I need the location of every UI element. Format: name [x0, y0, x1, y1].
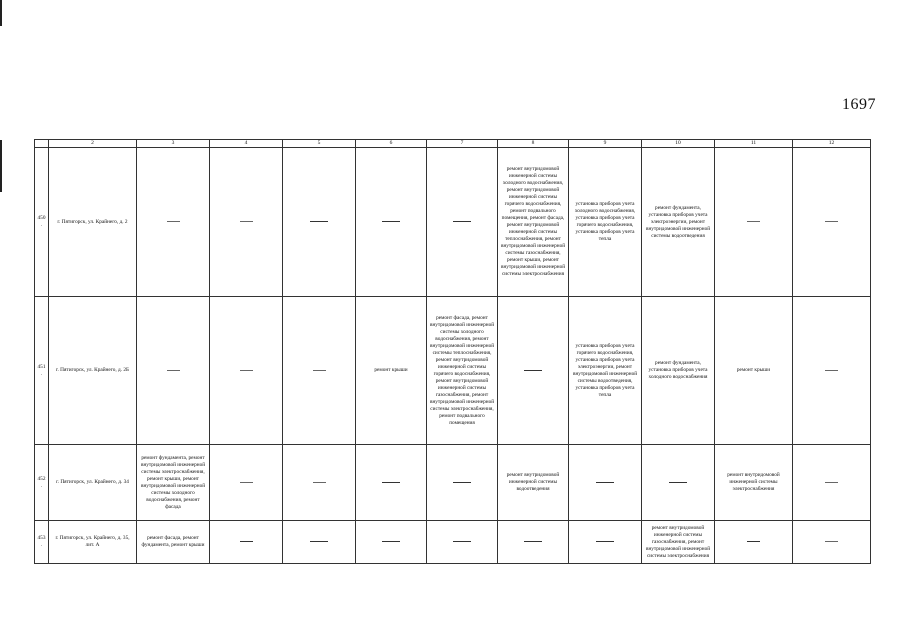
empty-dash-cell — [210, 445, 283, 521]
empty-dash-cell — [356, 521, 427, 564]
empty-dash-cell — [283, 521, 356, 564]
column-number: 11 — [715, 140, 793, 148]
empty-dash-cell — [498, 297, 569, 445]
column-number: 5 — [283, 140, 356, 148]
dash-mark — [596, 541, 614, 542]
table-row — [35, 297, 871, 445]
dash-mark — [240, 370, 253, 371]
empty-dash-cell — [569, 445, 642, 521]
empty-dash-cell — [642, 445, 715, 521]
works-schedule-table — [34, 139, 871, 564]
dash-mark — [825, 370, 838, 371]
column-number — [35, 140, 49, 148]
binding-edge-mark — [0, 140, 2, 192]
dash-mark — [382, 541, 400, 542]
address-cell: г. Пятигорск, ул. Крайнего, д. 2Б — [49, 297, 137, 445]
works-cell: ремонт внутридомовой инженерной системы холодного водоснабжения, ремонт внутридомовой инженерной системы горячего водоснабжения, ремонт подвального помещения, ремонт фасада, ремонт внутридомовой инженерной системы теплоснабжения, ремонт внутридомовой инженерной системы газоснабжения, ремонт крыши, ремонт внутридомовой инженерной системы электроснабжения — [498, 148, 569, 297]
empty-dash-cell — [356, 148, 427, 297]
dash-mark — [825, 482, 838, 483]
column-number: 9 — [569, 140, 642, 148]
dash-mark — [240, 482, 253, 483]
dash-mark — [240, 541, 253, 542]
dash-mark — [825, 541, 838, 542]
column-number: 12 — [793, 140, 871, 148]
dash-mark — [669, 482, 687, 483]
dash-mark — [310, 541, 328, 542]
works-cell: ремонт крыши — [356, 297, 427, 445]
dash-mark — [167, 370, 180, 371]
dash-mark — [747, 221, 760, 222]
works-cell: ремонт внутридомовой инженерной системы электроснабжения — [715, 445, 793, 521]
works-cell: ремонт фундамента, установка приборов учета электроэнергии, ремонт внутридомовой инженерной системы водоотведения — [642, 148, 715, 297]
address-cell: г. Пятигорск, ул. Крайнего, д. 35, лит. А — [49, 521, 137, 564]
empty-dash-cell — [793, 148, 871, 297]
address-cell: г. Пятигорск, ул. Крайнего, д. 2 — [49, 148, 137, 297]
empty-dash-cell — [210, 521, 283, 564]
dash-mark — [382, 221, 400, 222]
column-number: 2 — [49, 140, 137, 148]
table-row — [35, 445, 871, 521]
works-cell: ремонт фундамента, ремонт внутридомовой инженерной системы электроснабжения, ремонт крыши, ремонт внутридомовой инженерной системы холодного водоснабжения, ремонт фасада — [137, 445, 210, 521]
binding-edge-mark — [0, 0, 2, 26]
column-number: 6 — [356, 140, 427, 148]
empty-dash-cell — [427, 521, 498, 564]
empty-dash-cell — [210, 148, 283, 297]
dash-mark — [524, 541, 542, 542]
dash-mark — [453, 482, 471, 483]
dash-mark — [825, 221, 838, 222]
row-number: 450. — [35, 148, 49, 297]
dash-mark — [310, 221, 328, 222]
empty-dash-cell — [137, 297, 210, 445]
works-cell: ремонт фасада, ремонт внутридомовой инженерной системы холодного водоснабжения, ремонт внутридомовой инженерной системы теплоснабжения, ремонт внутридомовой инженерной системы горячего водоснабжения, ремонт внутридомовой инженерной системы газоснабжения, ремонт внутридомовой инженерной системы электроснабжения, ремонт подвального помещения — [427, 297, 498, 445]
table-row — [35, 148, 871, 297]
empty-dash-cell — [715, 148, 793, 297]
empty-dash-cell — [569, 521, 642, 564]
column-number: 7 — [427, 140, 498, 148]
table-row — [35, 521, 871, 564]
dash-mark — [167, 221, 180, 222]
empty-dash-cell — [283, 445, 356, 521]
empty-dash-cell — [793, 445, 871, 521]
column-number: 8 — [498, 140, 569, 148]
works-cell: ремонт крыши — [715, 297, 793, 445]
dash-mark — [596, 482, 614, 483]
dash-mark — [313, 482, 326, 483]
empty-dash-cell — [356, 445, 427, 521]
column-number: 4 — [210, 140, 283, 148]
address-cell: г. Пятигорск, ул. Крайнего, д. 34 — [49, 445, 137, 521]
empty-dash-cell — [137, 148, 210, 297]
page-number: 1697 — [842, 96, 876, 113]
dash-mark — [240, 221, 253, 222]
dash-mark — [453, 221, 471, 222]
empty-dash-cell — [427, 148, 498, 297]
empty-dash-cell — [715, 521, 793, 564]
row-number: 452. — [35, 445, 49, 521]
dash-mark — [524, 370, 542, 371]
works-cell: установка приборов учета горячего водоснабжения, установка приборов учета электроэнергии, ремонт внутридомовой инженерной системы водоотведения, установка приборов учета тепла — [569, 297, 642, 445]
row-number: 453. — [35, 521, 49, 564]
works-cell: ремонт фасада, ремонт фундамента, ремонт крыши — [137, 521, 210, 564]
row-number: 451. — [35, 297, 49, 445]
works-cell: ремонт внутридомовой инженерной системы водоотведения — [498, 445, 569, 521]
empty-dash-cell — [793, 521, 871, 564]
dash-mark — [747, 541, 760, 542]
works-cell: ремонт фундамента, установка приборов учета холодного водоснабжения — [642, 297, 715, 445]
empty-dash-cell — [427, 445, 498, 521]
empty-dash-cell — [210, 297, 283, 445]
dash-mark — [453, 541, 471, 542]
works-cell: ремонт внутридомовой инженерной системы газоснабжения, ремонт внутридомовой инженерной системы электроснабжения — [642, 521, 715, 564]
dash-mark — [382, 482, 400, 483]
column-number: 3 — [137, 140, 210, 148]
empty-dash-cell — [498, 521, 569, 564]
works-cell: установка приборов учета холодного водоснабжения, установка приборов учета горячего водоснабжения, установка приборов учета тепла — [569, 148, 642, 297]
empty-dash-cell — [793, 297, 871, 445]
empty-dash-cell — [283, 297, 356, 445]
column-number-row — [35, 140, 871, 148]
empty-dash-cell — [283, 148, 356, 297]
dash-mark — [313, 370, 326, 371]
column-number: 10 — [642, 140, 715, 148]
